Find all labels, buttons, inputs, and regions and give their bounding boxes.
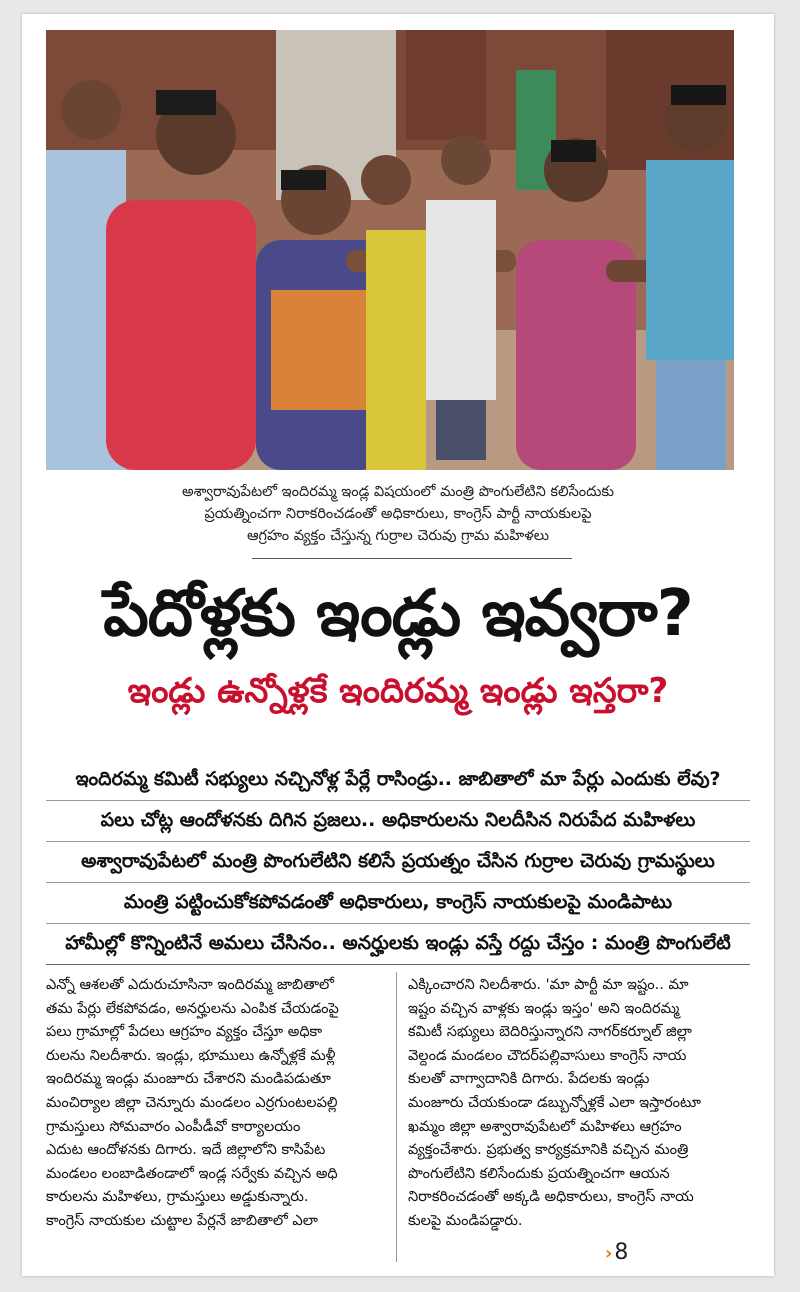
body-line: ఎక్కించారని నిలదీశారు. 'మా పార్టీ మా ఇష్టం.. మా (408, 977, 689, 993)
body-divider (46, 964, 750, 965)
body-line: మంజూరు చేయకుండా డబ్బున్నోళ్లకే ఎలా ఇస్తారంటూ (408, 1094, 701, 1111)
body-line: పలు గ్రామాల్లో పేదలు ఆగ్రహం వ్యక్తం చేస్తూ అధికా (46, 1024, 323, 1041)
caption-line: ప్రయత్నించగా నిరాకరించడంతో అధికారులు, కాంగ్రెస్ పార్టీ నాయకులపై (204, 506, 592, 522)
deck-line: మంత్రి పట్టించుకోకపోవడంతో అధికారులు, కాంగ్రెస్ నాయకులపై మండిపాటు (46, 883, 750, 924)
body-line: నిరాకరించడంతో అక్కడి అధికారులు, కాంగ్రెస్ నాయ (408, 1189, 694, 1206)
continued-on-page (605, 1240, 628, 1265)
body-line: మంచిర్యాల జిల్లా చెన్నూరు మండలం ఎర్రగుంటలపల్లి (46, 1094, 338, 1111)
deck-line: పలు చోట్ల ఆందోళనకు దిగిన ప్రజలు.. అధికారులను నిలదీసిన నిరుపేద మహిళలు (46, 801, 750, 842)
body-line: కమిటీ సభ్యులు బెదిరిస్తున్నారని నాగర్‌కర్నూల్ జిల్లా (408, 1024, 692, 1041)
body-line: తమ పేర్లు లేకపోవడం, అనర్హులను ఎంపిక చేయడంపై (46, 1000, 339, 1017)
chevron-right-icon: › (605, 1243, 613, 1264)
deck-line: హామీల్లో కొన్నింటినే అమలు చేసినం.. అనర్హులకు ఇండ్లు వస్తే రద్దు చేస్తం : మంత్రి పొంగులేటి (65, 932, 731, 954)
body-line: ఎదుట ఆందోళనకు దిగారు. ఇదే జిల్లాలోని కాసిపేట (46, 1142, 326, 1159)
article-column-right (408, 974, 748, 1234)
deck-lines (46, 760, 750, 964)
photo-caption (22, 481, 774, 547)
body-line: వ్యక్తంచేశారు. ప్రభుత్వ కార్యక్రమానికి వచ్చిన మంత్రి (408, 1142, 689, 1159)
caption-line: ఆగ్రహం వ్యక్తం చేస్తున్న గుర్రాల చెరువు గ్రామ మహిళలు (246, 528, 550, 544)
body-line: పొంగులేటిని కలిసేందుకు ప్రయత్నించగా ఆయన (408, 1165, 670, 1182)
caption-line: అశ్వారావుపేటలో ఇందిరమ్మ ఇండ్ల విషయంలో మంత్రి పొంగులేటిని కలిసేందుకు (182, 484, 614, 500)
body-line: ఇందిరమ్మ ఇండ్లు మంజూరు చేశారని మండిపడుతూ (46, 1071, 331, 1088)
deck-line: ఇందిరమ్మ కమిటీ సభ్యులు నచ్చినోళ్ల పేర్లే రాసిండ్రు.. జాబితాలో మా పేర్లు ఎందుకు లేవు? (46, 760, 750, 801)
body-line: గ్రామస్తులు సోమవారం ఎంపీడీవో కార్యాలయం (46, 1118, 301, 1135)
body-line: కులతో వాగ్వాదానికి దిగారు. పేదలకు ఇండ్లు (408, 1071, 650, 1088)
body-line: కారులను మహిళలు, గ్రామస్తులు అడ్డుకున్నారు. (46, 1189, 309, 1206)
subheadline: ఇండ్లు ఉన్నోళ్లకే ఇందిరమ్మ ఇండ్లు ఇస్తరా? (127, 671, 669, 711)
column-divider (396, 972, 397, 1262)
headline: పేదోళ్లకు ఇండ్లు ఇవ్వరా? (103, 577, 693, 651)
body-line: ఖమ్మం జిల్లా అశ్వారావుపేటలో మహిళలు ఆగ్రహం (408, 1118, 682, 1135)
body-line: కులపై మండిపడ్డారు. (408, 1212, 523, 1229)
body-line: కాంగ్రెస్ నాయకుల చుట్టాల పేర్లనే జాబితాలో ఎలా (46, 1212, 318, 1229)
article-column-left (46, 974, 386, 1234)
body-line: ఇష్టం వచ్చిన వాళ్లకు ఇండ్లు ఇస్తం' అని ఇందిరమ్మ (408, 1000, 680, 1017)
page-number: 8 (614, 1240, 629, 1265)
caption-divider (252, 558, 572, 559)
protest-photo-illustration (46, 30, 734, 470)
body-line: వెల్దండ మండలం చౌదర్‌పల్లివాసులు కాంగ్రెస్ నాయ (408, 1047, 687, 1064)
newspaper-page (22, 14, 774, 1276)
news-photo (46, 30, 734, 470)
body-line: మండలం లంబాడితండాలో ఇండ్ల సర్వేకు వచ్చిన అధి (46, 1165, 338, 1182)
deck-line: అశ్వారావుపేటలో మంత్రి పొంగులేటిని కలిసే ప్రయత్నం చేసిన గుర్రాల చెరువు గ్రామస్థులు (46, 842, 750, 883)
body-line: ఎన్నో ఆశలతో ఎదురుచూసినా ఇందిరమ్మ జాబితాలో (46, 977, 334, 993)
body-line: రులను నిలదీశారు. ఇండ్లు, భూములు ఉన్నోళ్లకే మళ్లీ (46, 1047, 336, 1064)
